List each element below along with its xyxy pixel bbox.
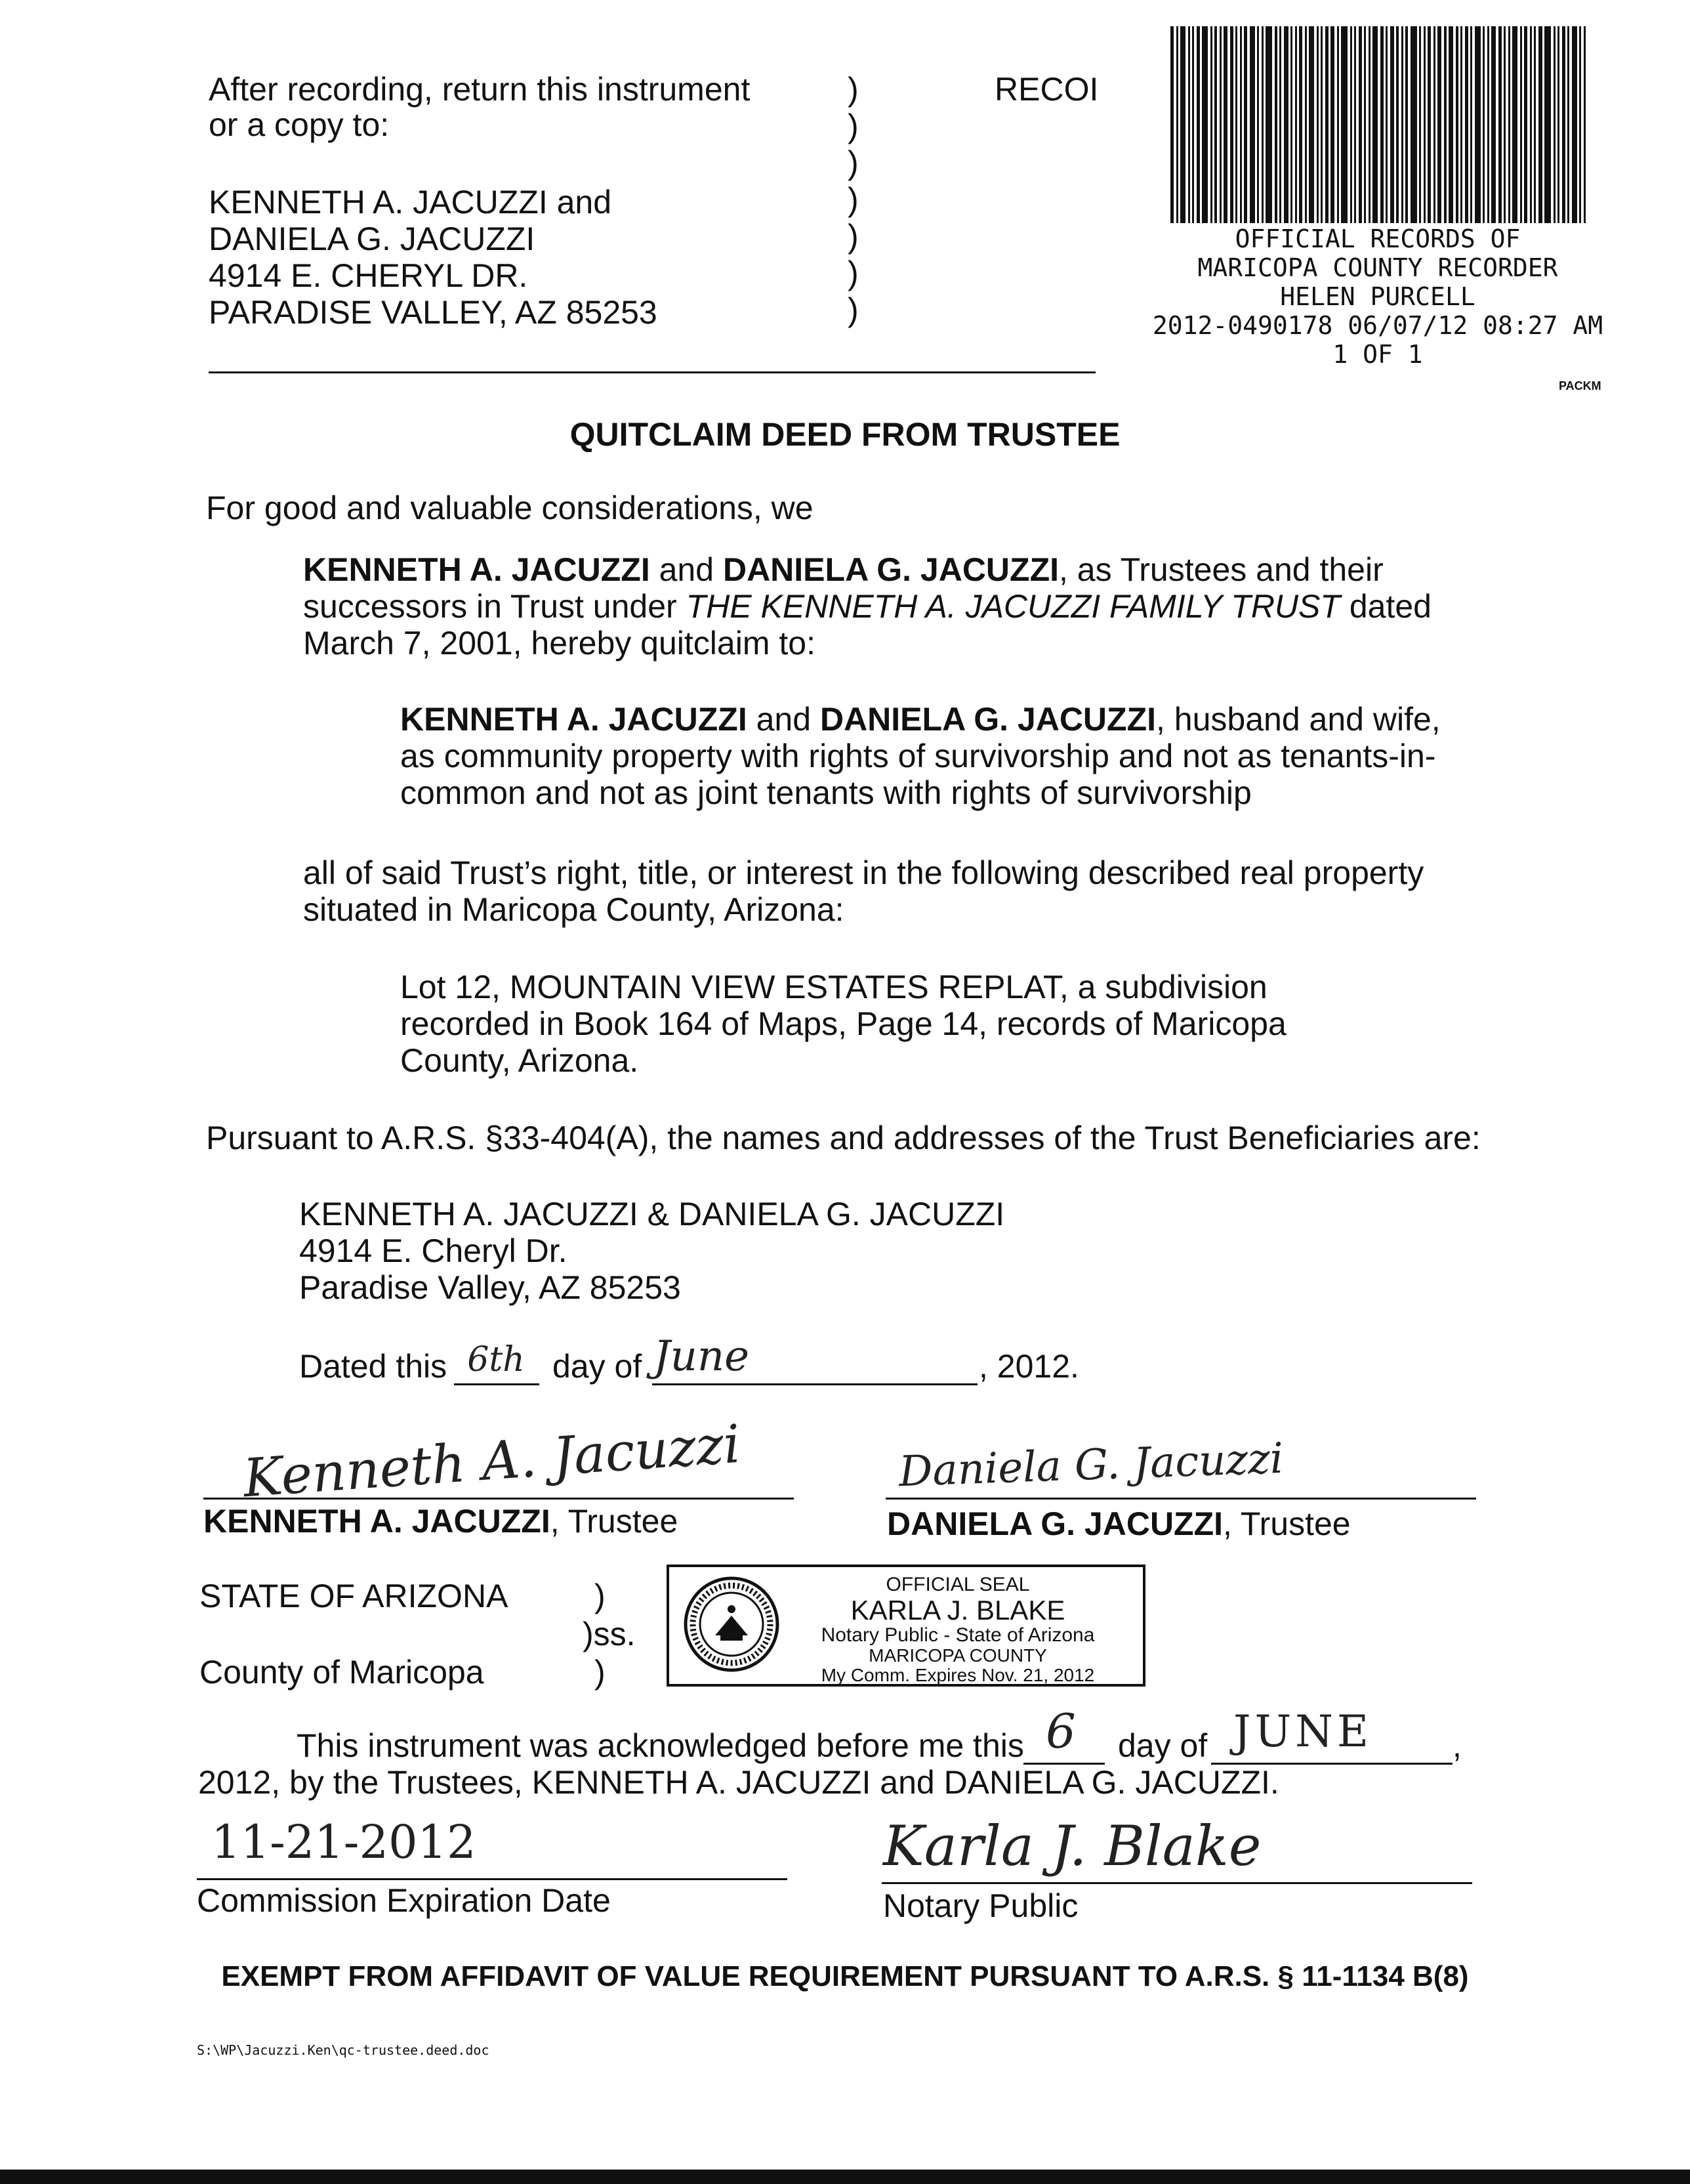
barcode-bar xyxy=(1557,26,1559,223)
legal-line1: Lot 12, MOUNTAIN VIEW ESTATES REPLAT, a subdivision xyxy=(400,969,1268,1005)
recorder-stamp-line2: MARICOPA COUNTY RECORDER xyxy=(1197,253,1558,282)
grantor-rest1: , as Trustees and their xyxy=(1059,551,1384,588)
barcode-bar xyxy=(1180,26,1185,223)
barcode-bar xyxy=(1210,26,1212,223)
barcode-bar xyxy=(1483,26,1485,223)
return-block-brackets: ) ) ) ) ) ) ) xyxy=(848,71,859,328)
trustee-signature-left: Kenneth A. Jacuzzi xyxy=(241,1413,743,1509)
venue-county: County of Maricopa xyxy=(199,1654,484,1690)
grantee-line1 xyxy=(400,701,1441,738)
barcode-bar xyxy=(1524,26,1527,223)
interest-line1: all of said Trust’s right, title, or interest in the following described real property xyxy=(303,854,1424,891)
barcode-bar xyxy=(1330,26,1334,223)
interest-line2: situated in Maricopa County, Arizona: xyxy=(303,891,844,928)
grantor-line2a: successors in Trust under xyxy=(303,588,677,625)
commission-label: Commission Expiration Date xyxy=(197,1882,611,1919)
return-name1: KENNETH A. JACUZZI and xyxy=(209,184,612,220)
barcode-bar xyxy=(1520,26,1522,223)
barcode-bar xyxy=(1202,26,1208,223)
recorder-stamp-line1: OFFICIAL RECORDS OF xyxy=(1235,224,1521,253)
recorder-code: PACKM xyxy=(1559,379,1601,392)
barcode-bar xyxy=(1465,26,1468,223)
ack-line1c: , xyxy=(1453,1727,1462,1764)
barcode-bar xyxy=(1220,26,1222,223)
barcode-bar xyxy=(1305,26,1307,223)
barcode-bar xyxy=(1487,26,1489,223)
pursuant-text: Pursuant to A.R.S. §33-404(A), the names and addresses of the Trust Beneficiaries are: xyxy=(206,1120,1481,1156)
grantor-name1: KENNETH A. JACUZZI xyxy=(303,551,650,588)
legal-line2: recorded in Book 164 of Maps, Page 14, records of Maricopa xyxy=(400,1005,1287,1042)
beneficiary-line3: Paradise Valley, AZ 85253 xyxy=(299,1269,681,1306)
barcode-bar xyxy=(1284,26,1288,223)
grantee-line2: as community property with rights of survivorship and not as tenants-in- xyxy=(400,738,1436,774)
signer-right-title: , Trustee xyxy=(1223,1505,1351,1542)
dated-mid: day of xyxy=(552,1348,642,1385)
barcode-bar xyxy=(1424,26,1426,223)
barcode-bar xyxy=(1530,26,1532,223)
barcode-bar xyxy=(1390,26,1394,223)
barcode-bar xyxy=(1354,26,1356,223)
venue-bracket-bottom: ) xyxy=(594,1654,606,1690)
barcode-bar xyxy=(1176,26,1178,223)
and-text: and xyxy=(659,551,714,588)
grantor-line2b: dated xyxy=(1349,588,1432,625)
barcode-bar xyxy=(1188,26,1190,223)
barcode-bar xyxy=(1380,26,1384,223)
file-path: S:\WP\Jacuzzi.Ken\qc-trustee.deed.doc xyxy=(197,2042,489,2058)
barcode-bar xyxy=(1512,26,1517,223)
barcode-bar xyxy=(1359,26,1362,223)
barcode-bar xyxy=(1460,26,1462,223)
beneficiary-line1: KENNETH A. JACUZZI & DANIELA G. JACUZZI xyxy=(299,1196,1005,1232)
barcode-bar xyxy=(1350,26,1352,223)
barcode-bar xyxy=(1192,26,1194,223)
barcode-bar xyxy=(1386,26,1388,223)
grantee-name1: KENNETH A. JACUZZI xyxy=(400,701,747,738)
seal-line3: Notary Public - State of Arizona xyxy=(821,1624,1095,1646)
barcode-bar xyxy=(1250,26,1255,223)
barcode-bar xyxy=(1372,26,1378,223)
barcode-bar xyxy=(1508,26,1510,223)
recorder-stamp xyxy=(1128,224,1627,369)
trustee-signature-right: Daniela G. Jacuzzi xyxy=(897,1434,1285,1497)
seal-line1: OFFICIAL SEAL xyxy=(886,1574,1030,1595)
barcode-bar xyxy=(1299,26,1302,223)
barcode-bar xyxy=(1235,26,1237,223)
barcode-bar xyxy=(1275,26,1278,223)
barcode-bar xyxy=(1538,26,1542,223)
venue-state: STATE OF ARIZONA xyxy=(199,1578,508,1614)
trust-name: THE KENNETH A. JACUZZI FAMILY TRUST xyxy=(686,588,1340,625)
barcode-bar xyxy=(1491,26,1495,223)
recorder-stamp-line4: 2012-0490178 06/07/12 08:27 AM xyxy=(1152,311,1603,340)
exempt-statement: EXEMPT FROM AFFIDAVIT OF VALUE REQUIREMENT PURSUANT TO A.R.S. § 11-1134 B(8) xyxy=(221,1960,1469,1992)
grantor-name2: DANIELA G. JACUZZI xyxy=(722,551,1060,588)
barcode-bar xyxy=(1244,26,1247,223)
barcode-bar xyxy=(1170,26,1174,223)
dated-prefix: Dated this xyxy=(299,1348,447,1385)
barcode-bar xyxy=(1369,26,1371,223)
barcode-bar xyxy=(1224,26,1227,223)
commission-line xyxy=(197,1878,787,1880)
barcode-bar xyxy=(1470,26,1472,223)
ack-line2: 2012, by the Trustees, KENNETH A. JACUZZI and DANIELA G. JACUZZI. xyxy=(198,1764,1279,1801)
barcode-bar xyxy=(1544,26,1550,223)
barcode-bar xyxy=(1364,26,1366,223)
ack-line1b: day of xyxy=(1118,1727,1208,1764)
ack-line1a: This instrument was acknowledged before me this xyxy=(297,1727,1024,1764)
commission-date-handwritten: 11-21-2012 xyxy=(211,1815,476,1869)
barcode-bar xyxy=(1433,26,1435,223)
recorder-stamp-line3: HELEN PURCELL xyxy=(1280,282,1475,311)
dated-month-blank xyxy=(652,1383,978,1385)
seal-line5: My Comm. Expires Nov. 21, 2012 xyxy=(821,1665,1095,1685)
grantee-line3: common and not as joint tenants with rights of survivorship xyxy=(400,774,1252,811)
barcode-bar xyxy=(1257,26,1259,223)
barcode-bar xyxy=(1290,26,1292,223)
barcode-bar xyxy=(1230,26,1233,223)
recording-barcode xyxy=(1170,26,1588,223)
barcode-bar xyxy=(1437,26,1441,223)
barcode-bar xyxy=(1449,26,1454,223)
signature-line-left xyxy=(203,1498,794,1500)
notary-public-label: Notary Public xyxy=(883,1887,1079,1924)
return-address1: 4914 E. CHERYL DR. xyxy=(209,257,528,294)
barcode-bar xyxy=(1572,26,1577,223)
signer-left-title: , Trustee xyxy=(550,1503,678,1540)
return-instruction-line1: After recording, return this instrument xyxy=(209,71,751,108)
return-instruction-line2: or a copy to: xyxy=(209,106,390,143)
notary-signature-line xyxy=(882,1882,1472,1884)
barcode-bar xyxy=(1266,26,1271,223)
grantor-line1 xyxy=(303,551,1384,588)
notary-seal-text xyxy=(781,1574,1135,1685)
barcode-bar xyxy=(1579,26,1581,223)
and-text-2: and xyxy=(756,701,812,738)
signer-left xyxy=(203,1503,678,1540)
venue-ss: )ss. xyxy=(583,1616,636,1652)
beneficiary-line2: 4914 E. Cheryl Dr. xyxy=(299,1232,567,1269)
notary-signature: Karla J. Blake xyxy=(883,1814,1262,1878)
document-title: QUITCLAIM DEED FROM TRUSTEE xyxy=(569,416,1121,453)
return-block-rule xyxy=(209,371,1096,373)
barcode-bar xyxy=(1584,26,1586,223)
dated-day-handwritten: 6th xyxy=(467,1340,525,1379)
intro-text: For good and valuable considerations, we xyxy=(206,490,814,526)
return-name2: DANIELA G. JACUZZI xyxy=(209,220,535,257)
seal-line2: KARLA J. BLAKE xyxy=(850,1595,1065,1626)
barcode-bar xyxy=(1428,26,1431,223)
grantee-rest1: , husband and wife, xyxy=(1156,701,1441,738)
barcode-bar xyxy=(1444,26,1446,223)
legal-line3: County, Arizona. xyxy=(400,1042,639,1079)
barcode-bar xyxy=(1401,26,1403,223)
barcode-bar xyxy=(1419,26,1421,223)
barcode-bar xyxy=(1341,26,1347,223)
barcode-bar xyxy=(1456,26,1458,223)
recording-cut-text: RECOI xyxy=(995,71,1099,108)
barcode-bar xyxy=(1317,26,1319,223)
barcode-bar xyxy=(1279,26,1281,223)
barcode-bar xyxy=(1567,26,1569,223)
dated-suffix: , 2012. xyxy=(979,1348,1079,1385)
barcode-bar xyxy=(1309,26,1314,223)
signer-right-name: DANIELA G. JACUZZI xyxy=(887,1505,1224,1542)
barcode-bar xyxy=(1554,26,1556,223)
barcode-bar xyxy=(1240,26,1242,223)
seal-line4: MARICOPA COUNTY xyxy=(869,1645,1047,1666)
grantee-name2: DANIELA G. JACUZZI xyxy=(819,701,1157,738)
venue-bracket-top: ) xyxy=(594,1578,606,1614)
state-seal-icon xyxy=(682,1575,781,1673)
signer-right xyxy=(887,1505,1351,1542)
grantor-line2 xyxy=(303,588,1432,625)
scan-edge xyxy=(0,2170,1690,2184)
barcode-bar xyxy=(1197,26,1200,223)
barcode-bar xyxy=(1214,26,1216,223)
barcode-bar xyxy=(1295,26,1297,223)
recorder-stamp-line5: 1 OF 1 xyxy=(1332,340,1423,369)
barcode-bar xyxy=(1405,26,1409,223)
barcode-bar xyxy=(1504,26,1506,223)
barcode-bar xyxy=(1498,26,1502,223)
barcode-bar xyxy=(1562,26,1565,223)
ack-day-handwritten: 6 xyxy=(1046,1704,1076,1759)
barcode-bar xyxy=(1325,26,1329,223)
barcode-bar xyxy=(1475,26,1481,223)
barcode-bar xyxy=(1534,26,1536,223)
ack-month-handwritten: JUNE xyxy=(1233,1706,1373,1757)
signature-line-right xyxy=(886,1498,1476,1500)
return-address2: PARADISE VALLEY, AZ 85253 xyxy=(209,294,657,331)
barcode-bar xyxy=(1337,26,1339,223)
notary-seal xyxy=(667,1564,1145,1687)
dated-month-handwritten: June xyxy=(653,1332,749,1381)
barcode-bar xyxy=(1321,26,1323,223)
signer-left-name: KENNETH A. JACUZZI xyxy=(203,1503,550,1540)
barcode-bar xyxy=(1411,26,1416,223)
barcode-bar xyxy=(1396,26,1398,223)
dated-day-blank xyxy=(454,1383,539,1385)
barcode-bar xyxy=(1262,26,1264,223)
grantor-line3: March 7, 2001, hereby quitclaim to: xyxy=(303,625,815,662)
